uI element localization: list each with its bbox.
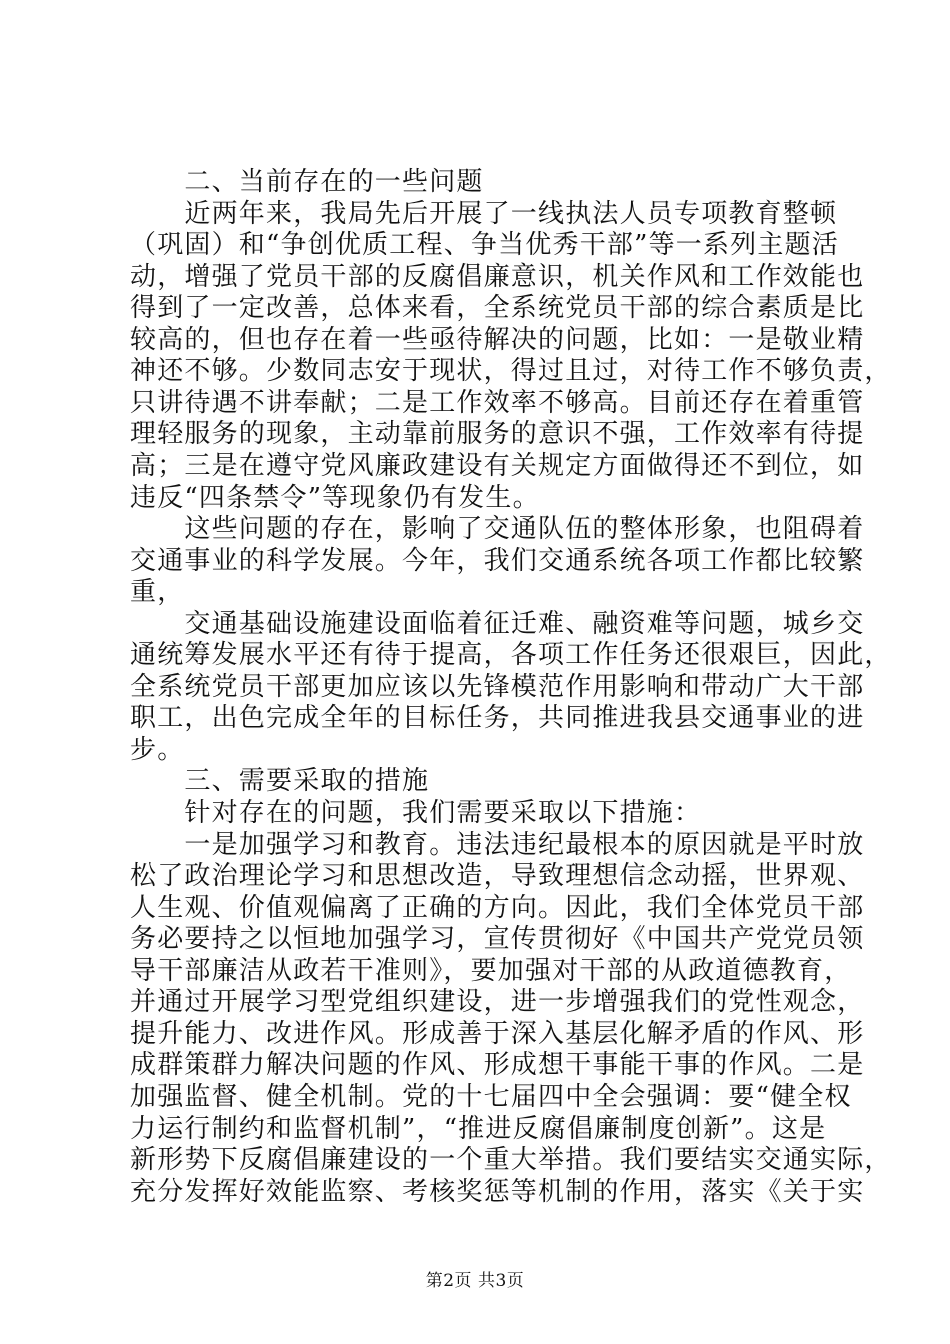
text-line: 步。: [130, 734, 185, 765]
text-line: 交通事业的科学发展。今年，我们交通系统各项工作都比较繁: [130, 545, 865, 576]
text-line: 一是加强学习和教育。违法违纪最根本的原因就是平时放: [130, 829, 865, 860]
text-line: 理轻服务的现象，主动靠前服务的意识不强，工作效率有待提: [130, 419, 865, 450]
text-line: 神还不够。少数同志安于现状，得过且过，对待工作不够负责，: [130, 356, 892, 387]
text-line: 高；三是在遵守党风廉政建设有关规定方面做得还不到位，如: [130, 450, 865, 481]
text-line: 这些问题的存在，影响了交通队伍的整体形象，也阻碍着: [130, 514, 865, 545]
text-line: 加强监督、健全机制。党的十七届四中全会强调：要“健全权: [130, 1081, 852, 1112]
section-heading: 二、当前存在的一些问题: [130, 167, 484, 197]
text-line: 只讲待遇不讲奉献；二是工作效率不够高。目前还存在着重管: [130, 387, 865, 418]
text-line: 务必要持之以恒地加强学习，宣传贯彻好《中国共产党党员领: [130, 924, 865, 955]
text-line: 全系统党员干部更加应该以先锋模范作用影响和带动广大干部: [130, 671, 865, 702]
text-line: 成群策群力解决问题的作风、形成想干事能干事的作风。二是: [130, 1050, 865, 1081]
text-line: 人生观、价值观偏离了正确的方向。因此，我们全体党员干部: [130, 892, 865, 923]
text-line: 导干部廉洁从政若干准则》，要加强对干部的从政道德教育，: [130, 955, 852, 986]
text-line: 动，增强了党员干部的反腐倡廉意识，机关作风和工作效能也: [130, 261, 865, 292]
text-line: 松了政治理论学习和思想改造，导致理想信念动摇，世界观、: [130, 861, 865, 892]
text-line: 并通过开展学习型党组织建设，进一步增强我们的党性观念，: [130, 987, 865, 1018]
text-line: 违反“四条禁令”等现象仍有发生。: [130, 482, 540, 513]
text-line: 得到了一定改善，总体来看，全系统党员干部的综合素质是比: [130, 293, 865, 324]
text-line: 职工，出色完成全年的目标任务，共同推进我县交通事业的进: [130, 703, 865, 734]
text-line: 充分发挥好效能监察、考核奖惩等机制的作用，落实《关于实: [130, 1176, 865, 1207]
text-line: （巩固）和“争创优质工程、争当优秀干部”等一系列主题活: [130, 230, 839, 261]
text-line: 通统筹发展水平还有待于提高，各项工作任务还很艰巨，因此，: [130, 640, 892, 671]
text-line: 交通基础设施建设面临着征迁难、融资难等问题，城乡交: [130, 608, 865, 639]
section-heading: 三、需要采取的措施: [130, 766, 430, 797]
text-line: 新形势下反腐倡廉建设的一个重大举措。我们要结实交通实际，: [130, 1145, 892, 1176]
text-line: 提升能力、改进作风。形成善于深入基层化解矛盾的作风、形: [130, 1018, 865, 1049]
text-line: 力运行制约和监督机制”，“推进反腐倡廉制度创新”。这是: [130, 1113, 827, 1144]
text-line: 重，: [130, 577, 185, 608]
text-line: 较高的，但也存在着一些亟待解决的问题，比如：一是敬业精: [130, 324, 865, 355]
page-footer: 第2页 共3页: [425, 1271, 525, 1291]
text-line: 近两年来，我局先后开展了一线执法人员专项教育整顿: [130, 198, 838, 229]
text-line: 针对存在的问题，我们需要采取以下措施：: [130, 798, 702, 828]
